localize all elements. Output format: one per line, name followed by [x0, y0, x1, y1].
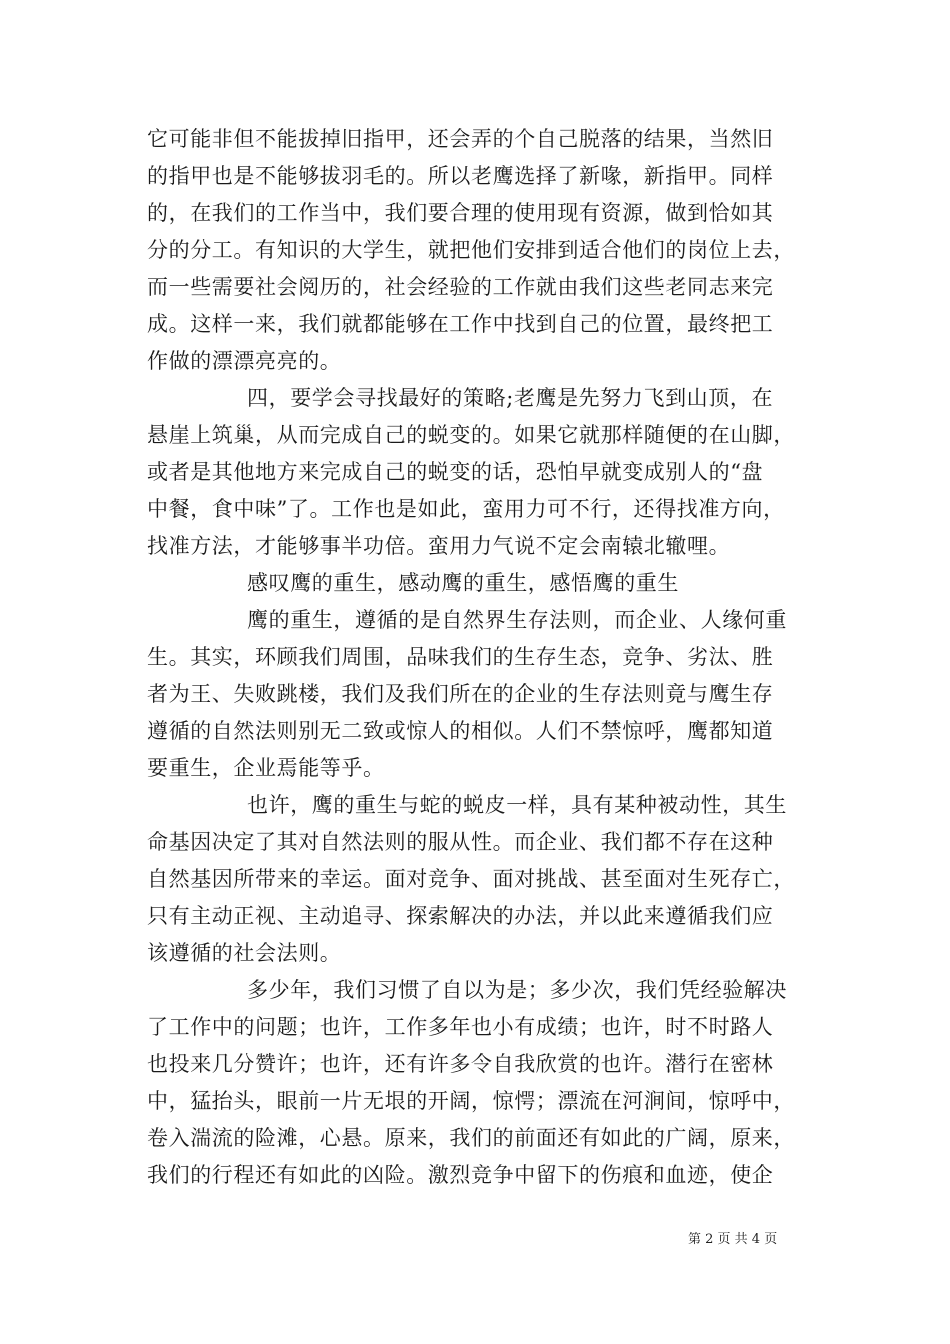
page-number: 第 2 页 共 4 页 [688, 1232, 778, 1247]
text-line: 生。其实，环顾我们周围，品味我们的生存生态，竞争、劣汰、胜 [147, 645, 774, 669]
text-line: 的，在我们的工作当中，我们要合理的使用现有资源，做到恰如其 [147, 201, 774, 225]
text-line: 该遵循的社会法则。 [147, 941, 342, 965]
text-line: 者为王、失败跳楼，我们及我们所在的企业的生存法则竟与鹰生存 [147, 682, 774, 706]
text-line: 中餐，食中味”了。工作也是如此，蛮用力可不行，还得找准方向， [147, 497, 785, 521]
text-line: 我们的行程还有如此的凶险。激烈竞争中留下的伤痕和血迹，使企 [147, 1163, 774, 1187]
text-line: 它可能非但不能拔掉旧指甲，还会弄的个自己脱落的结果，当然旧 [147, 127, 774, 151]
text-line: 也许，鹰的重生与蛇的蜕皮一样，具有某种被动性，其生 [247, 793, 787, 817]
text-line: 的指甲也是不能够拔羽毛的。所以老鹰选择了新喙，新指甲。同样 [147, 164, 774, 188]
text-line: 了工作中的问题；也许，工作多年也小有成绩；也许，时不时路人 [147, 1015, 774, 1039]
text-line: 遵循的自然法则别无二致或惊人的相似。人们不禁惊呼，鹰都知道 [147, 719, 774, 743]
text-line: 作做的漂漂亮亮的。 [147, 349, 342, 373]
text-line: 卷入湍流的险滩，心悬。原来，我们的前面还有如此的广阔，原来， [147, 1126, 795, 1150]
text-line: 或者是其他地方来完成自己的蜕变的话，恐怕早就变成别人的“盘 [147, 460, 764, 484]
text-line: 分的分工。有知识的大学生，就把他们安排到适合他们的岗位上去， [147, 238, 795, 262]
text-line: 也投来几分赞许；也许，还有许多令自我欣赏的也许。潜行在密林 [147, 1052, 774, 1076]
text-line: 而一些需要社会阅历的，社会经验的工作就由我们这些老同志来完 [147, 275, 774, 299]
text-line: 要重生，企业焉能等乎。 [147, 756, 385, 780]
text-line: 中，猛抬头，眼前一片无垠的开阔，惊愕；漂流在河涧间，惊呼中， [147, 1089, 795, 1113]
text-line: 只有主动正视、主动追寻、探索解决的办法，并以此来遵循我们应 [147, 904, 774, 928]
text-line: 自然基因所带来的幸运。面对竞争、面对挑战、甚至面对生死存亡， [147, 867, 795, 891]
section-heading: 感叹鹰的重生，感动鹰的重生，感悟鹰的重生 [247, 571, 679, 595]
text-line: 命基因决定了其对自然法则的服从性。而企业、我们都不存在这种 [147, 830, 774, 854]
text-line: 悬崖上筑巢，从而完成自己的蜕变的。如果它就那样随便的在山脚， [147, 423, 795, 447]
text-line: 找准方法，才能够事半功倍。蛮用力气说不定会南辕北辙哩。 [147, 534, 731, 558]
text-line: 四，要学会寻找最好的策略;老鹰是先努力飞到山顶，在 [247, 386, 774, 410]
text-line: 多少年，我们习惯了自以为是；多少次，我们凭经验解决 [247, 978, 787, 1002]
text-line: 成。这样一来，我们就都能够在工作中找到自己的位置，最终把工 [147, 312, 774, 336]
text-line: 鹰的重生，遵循的是自然界生存法则，而企业、人缘何重 [247, 608, 787, 632]
